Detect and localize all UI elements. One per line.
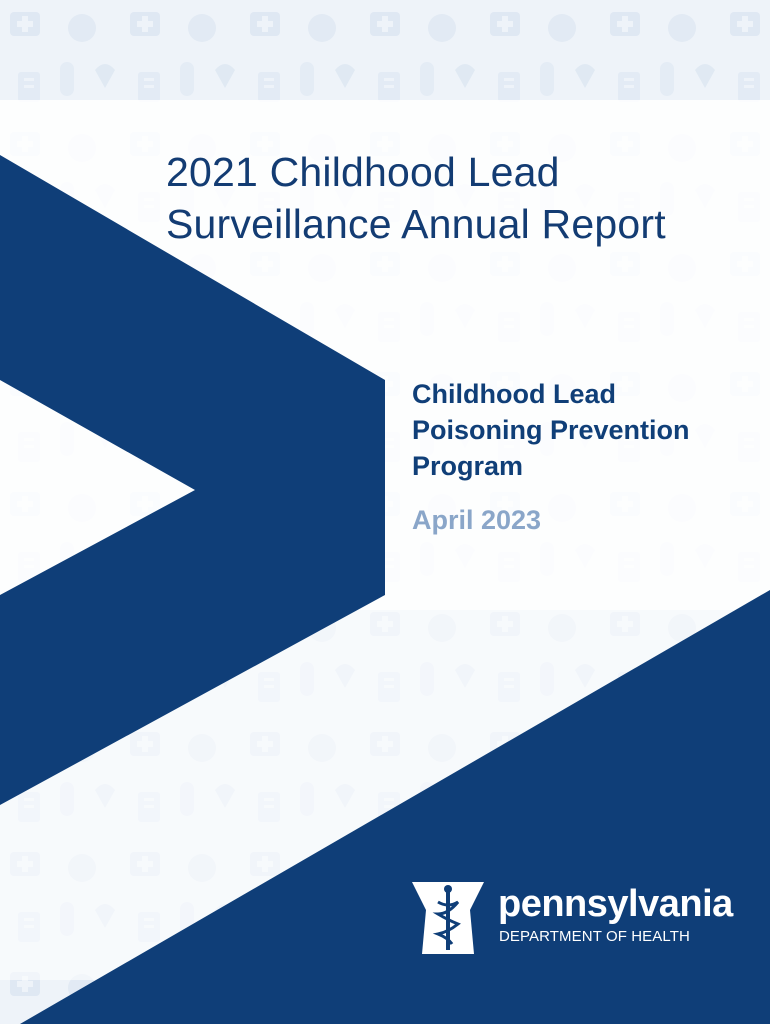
logo-department: DEPARTMENT OF HEALTH bbox=[499, 928, 690, 945]
program-name-line1: Childhood Lead bbox=[412, 379, 616, 409]
logo-wordmark: pennsylvania bbox=[498, 883, 733, 925]
report-title bbox=[166, 146, 746, 250]
program-name-line3: Program bbox=[412, 451, 524, 481]
program-name bbox=[412, 376, 762, 484]
report-title-line1: 2021 Childhood Lead bbox=[166, 149, 560, 195]
program-name-line2: Poisoning Prevention bbox=[412, 415, 690, 445]
report-title-line2: Surveillance Annual Report bbox=[166, 201, 666, 247]
keystone-caduceus-icon bbox=[408, 880, 488, 956]
pa-health-logo bbox=[408, 880, 733, 956]
publication-date: April 2023 bbox=[412, 505, 542, 535]
